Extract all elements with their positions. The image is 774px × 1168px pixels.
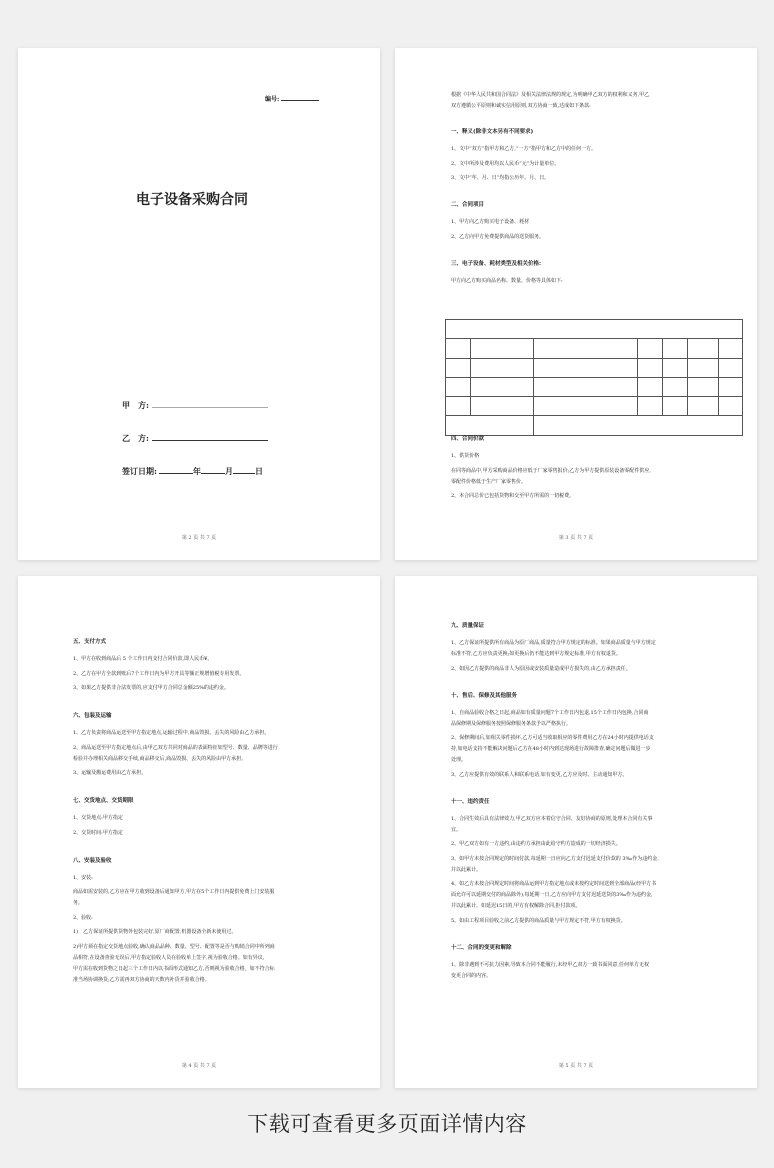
page-3-upper	[451, 92, 743, 292]
page-5	[395, 576, 757, 1088]
sign-date-label: 签订日期:	[122, 466, 157, 476]
party-a-blank	[152, 407, 268, 408]
table-cell	[638, 397, 663, 416]
paragraph: 2、如因乙方提供的商品非人为原因或安装质量造成甲方损失的,由乙方承担责任。	[451, 665, 631, 672]
section-heading: 十二、合同的变更和解除	[451, 944, 512, 951]
party-b-blank	[152, 440, 268, 441]
paragraph: 1、安装:	[73, 874, 93, 881]
contract-number-blank	[281, 100, 319, 101]
product-price-table	[445, 319, 743, 436]
paragraph: 1、文中“双方”指甲方和乙方,“一方”指甲方和乙方中的任何一方。	[451, 146, 596, 152]
paragraph: 并以此累计。	[451, 866, 482, 873]
paragraph: 检验并办理相关商品移交手续,商品移交后,商品毁损、丢失的风险由甲方承担。	[73, 755, 247, 762]
table-cell	[688, 377, 719, 396]
table-cell	[688, 358, 719, 377]
paragraph: 1、合同生效后具有法律效力,甲乙双方应本着信守合同、友好协商的原则,处理本合同有关事	[451, 815, 653, 822]
paragraph: 双方遵循公平原则和诚实信用原则,双方协商一致,达成如下条款:	[451, 103, 591, 109]
page-cover	[18, 48, 380, 560]
paragraph: 甲方向乙方购买商品名称、数量、价格等具体如下:	[451, 277, 563, 284]
paragraph: 1、甲方在收到商品后 5 个工作日内支付合同价款,即人民币¥。	[73, 656, 213, 662]
year-label: 年	[192, 466, 201, 476]
sign-date-row	[122, 466, 263, 477]
paragraph: 1、乙方负责将商品运送至甲方指定地点,运输过程中,商品毁损、丢失的风险由乙方承担。	[73, 730, 270, 736]
table-cell	[446, 397, 471, 416]
paragraph: 2、交货时间:甲方指定	[73, 829, 123, 836]
paragraph: 2、商品运送至甲方指定地点后,由甲乙双方共同对商品的表面特征如型号、数量、品牌等进行	[73, 744, 278, 751]
table-row	[446, 358, 743, 377]
document-title: 电子设备采购合同	[136, 192, 248, 208]
table-cell	[638, 358, 663, 377]
paragraph: 1、乙方保证所提供所有商品为原厂商品,质量符合甲方规定的标准。如果商品质量与甲方规定	[451, 640, 656, 646]
page-4-content	[73, 637, 363, 991]
section-heading: 七、交货地点、交货期限	[73, 798, 134, 804]
paragraph: 2)甲方须在指定交货地点验收,确认商品品种、数量、型号、配置等是否与购销合同中所列商	[73, 943, 275, 950]
section-heading: 六、包装及运输	[73, 713, 112, 719]
table-cell	[534, 416, 743, 435]
paragraph: 变更合同的内容。	[451, 972, 492, 979]
table-cell	[688, 339, 719, 358]
month-blank	[201, 473, 225, 474]
table-row	[446, 416, 743, 435]
section-heading: 二、合同项目	[451, 202, 485, 208]
table-cell	[534, 377, 638, 396]
paragraph: 品相符,在设备查验无误后,甲方指定验收人员在验收单上签字,视为验收合格。如有异议,	[73, 954, 265, 961]
table-cell	[663, 339, 688, 358]
table-cell	[719, 358, 743, 377]
table-cell	[534, 397, 638, 416]
paragraph: 1、交货地点:甲方指定	[73, 815, 123, 821]
paragraph: 商品如需安装的,乙方应在甲方收到设备后通知甲方,甲方在5个工作日内提供免费上门安装服	[73, 889, 275, 895]
paragraph: 在同等商品中,甲方采购商品价格应低于厂家零售报价;乙方为甲方提供原装设备零配件供应,	[451, 467, 651, 474]
paragraph: 处理。	[451, 757, 467, 763]
paragraph: 3、运输及搬运费用由乙方承担。	[73, 770, 147, 776]
contract-number-label: 编号:	[265, 96, 280, 103]
table-cell	[446, 416, 534, 435]
table-cell	[534, 358, 638, 377]
day-blank	[233, 473, 255, 474]
party-a-label: 甲 方:	[122, 400, 149, 410]
table-cell	[471, 358, 534, 377]
paragraph: 2、验收:	[73, 914, 93, 921]
table-cell	[688, 397, 719, 416]
table-cell	[663, 397, 688, 416]
table-row	[446, 377, 743, 396]
section-heading: 五、支付方式	[73, 639, 107, 645]
page-number: 第 4 页 共 7 页	[181, 1063, 217, 1069]
paragraph: 2、乙方向甲方免费提供商品的送货服务。	[451, 233, 545, 240]
paragraph: 并以此累计。如延迟15日的,甲方有权解除合同,拒付款项。	[451, 903, 581, 909]
page-5-content	[451, 621, 743, 987]
paragraph: 3、如甲方未按合同规定的时间付款,每延期一日应向乙方支付迟延支付价款的 3‰作为违约金,	[451, 855, 659, 862]
paragraph: 4、如乙方未按合同规定时间将商品运到甲方指定地点或未按约定时间送到全部商品(经甲方书	[451, 881, 657, 887]
table-cell	[638, 339, 663, 358]
paragraph: 1、甲方向乙方购买电子设备、耗材	[451, 219, 530, 225]
page-3-lower	[451, 434, 743, 508]
paragraph: 品保修期及保修服务按照保修服务条款予以严格执行。	[451, 720, 572, 727]
party-b-label: 乙 方:	[122, 433, 149, 443]
paragraph: 甲方需在收到货物之日起三个工作日内以书面形式通知乙方,否则视为验收合格。如不符合标	[73, 965, 275, 972]
paragraph: 零配件价格低于生产厂家零售价。	[451, 478, 527, 485]
table-cell	[638, 377, 663, 396]
paragraph: 3、如果乙方提供非合法发票的,应支付甲方合同总金额25%的违约金。	[73, 685, 229, 691]
paragraph: 2、文中所涉及费用均以人民币“元”为计量单位。	[451, 160, 560, 167]
table-cell	[663, 358, 688, 377]
paragraph: 2、本合同总价已包括货物和交至甲方所需的一切税费。	[451, 493, 575, 499]
day-label: 日	[254, 466, 263, 476]
table-cell	[719, 377, 743, 396]
section-heading: 四、合同价款	[451, 436, 485, 442]
section-heading: 十一、违约责任	[451, 798, 490, 805]
paragraph: 准当场协调换货;乙方需再双方协商的天数内补货并验收合格。	[73, 976, 210, 983]
table-cell	[534, 339, 638, 358]
paragraph: 1、自商品验收合格之日起,商品如有质量问题7个工作日内包退,15个工作日内包换,合同商	[451, 709, 649, 716]
table-cell	[471, 339, 534, 358]
paragraph: 根据《中华人民共和国合同法》及相关法律法规的规定,为明确甲乙双方的权利和义务,甲乙	[451, 92, 650, 98]
page-3	[395, 48, 757, 560]
party-b-row	[122, 433, 268, 444]
section-heading: 一、释义(除非文本另有不同要求)	[451, 129, 534, 135]
party-a-row	[122, 400, 268, 411]
page-number: 第 2 页 共 7 页	[181, 535, 217, 541]
paragraph: 2、保修期间后,如相关零件损坏,乙方可适当收取相应的零件费用乙方在24小时内提供电话支	[451, 735, 654, 741]
table-cell	[719, 339, 743, 358]
paragraph: 1、供货价格	[451, 453, 480, 459]
download-more-banner: 下载可查看更多页面详情内容	[247, 1112, 527, 1136]
paragraph: 面允许可以延期交付的商品除外),每延期一日,乙方应向甲方支付迟延送货的3‰作为违约金,	[451, 892, 653, 898]
page-number: 第 5 页 共 7 页	[558, 1063, 594, 1069]
paragraph: 3、文中“年、月、日”均指公历年、月、日。	[451, 175, 550, 181]
paragraph: 持,如电话支持不能解决问题后乙方在48小时内到达现场进行故障排查,确定问题后做进一步	[451, 746, 651, 752]
year-blank	[159, 473, 193, 474]
paragraph: 务。	[73, 900, 84, 906]
table-cell	[471, 377, 534, 396]
paragraph: 标准不符,乙方应负责更换;如更换后仍不能达到甲方规定标准,甲方有权退货。	[451, 651, 621, 657]
paragraph: 1) 乙方保证所提供货物外包装完好,原厂商配置,机器设备全新未使用过。	[73, 929, 237, 935]
paragraph: 1、除非遇到不可抗力因素,导致本合同不能履行,未经甲乙双方一致书面同意,任何单方无权	[451, 961, 649, 968]
section-heading: 八、安装及验收	[73, 857, 112, 864]
paragraph: 2、乙方在甲方全款到账后7个工作日内为甲方开具等额正规增值税专用发票。	[73, 670, 245, 677]
page-4	[18, 576, 380, 1088]
contract-number	[265, 94, 319, 103]
table-cell	[446, 377, 471, 396]
table-row	[446, 320, 743, 339]
table-row	[446, 397, 743, 416]
table-cell	[446, 358, 471, 377]
paragraph: 2、甲乙双方如有一方违约,由违约方承担由此给守约方造成的一切经济损失。	[451, 841, 621, 847]
table-cell	[446, 320, 743, 339]
table-cell	[446, 339, 471, 358]
table-row	[446, 339, 743, 358]
table-cell	[471, 397, 534, 416]
section-heading: 十、售后、保修及其他服务	[451, 692, 518, 699]
page-number: 第 3 页 共 7 页	[558, 535, 594, 541]
table-cell	[663, 377, 688, 396]
section-heading: 三、电子设备、耗材类型及相关价格:	[451, 260, 542, 267]
month-label: 月	[224, 466, 233, 476]
table-cell	[719, 397, 743, 416]
section-heading: 九、质量保证	[451, 623, 485, 629]
paragraph: 5、如由工程项目验收之前乙方提供的商品质量与甲方规定不符,甲方有权换货。	[451, 917, 626, 924]
paragraph: 3、乙方应提供有效的联系人和联系电话,如有变更,乙方应及时、主动通知甲方。	[451, 771, 628, 778]
paragraph: 宜。	[451, 826, 462, 833]
